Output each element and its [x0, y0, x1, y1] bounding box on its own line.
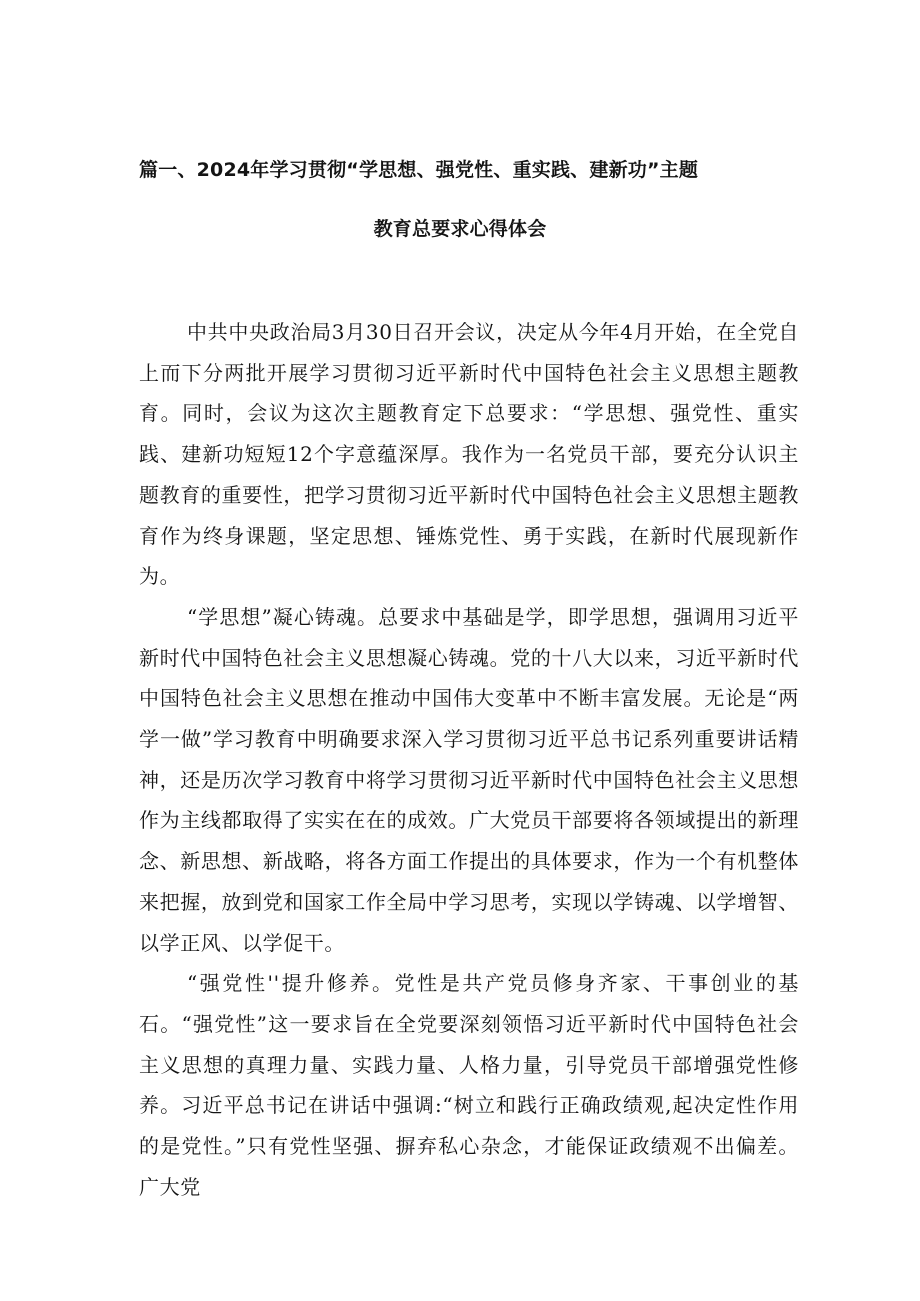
- document-title-line-1: 篇一、2024年学习贯彻“学思想、强党性、重实践、建新功”主题: [139, 159, 699, 181]
- document-title-line-2: 教育总要求心得体会: [373, 218, 547, 240]
- paragraph-2: “学思想”凝心铸魂。总要求中基础是学，即学思想，强调用习近平新时代中国特色社会主义思想凝心铸魂。党的十八大以来，习近平新时代中国特色社会主义思想在推动中国伟大变革中不断丰富发展。无论是“两学一做”学习教育中明确要求深入学习贯彻习近平总书记系列重要讲话精神，还是历次学习教育中将学习贯彻习近平新时代中国特色社会主义思想作为主线都取得了实实在在的成效。广大党员干部要将各领域提出的新理念、新思想、新战略，将各方面工作提出的具体要求，作为一个有机整体来把握，放到党和国家工作全局中学习思考，实现以学铸魂、以学增智、以学正风、以学促干。: [139, 604, 799, 955]
- paragraph-3: “强党性''提升修养。党性是共产党员修身齐家、干事创业的基石。“强党性”这一要求旨在全党要深刻领悟习近平新时代中国特色社会主义思想的真理力量、实践力量、人格力量，引导党员干部增强党性修养。习近平总书记在讲话中强调:“树立和践行正确政绩观,起决定性作用的是党性。”只有党性坚强、摒弃私心杂念，才能保证政绩观不出偏差。广大党: [139, 971, 799, 1199]
- document-body: [139, 312, 799, 1207]
- paragraph-1: 中共中央政治局3月30日召开会议，决定从今年4月开始，在全党自上而下分两批开展学习贯彻习近平新时代中国特色社会主义思想主题教育。同时，会议为这次主题教育定下总要求：“学思想、强党性、重实践、建新功短短12个字意蕴深厚。我作为一名党员干部，要充分认识主题教育的重要性，把学习贯彻习近平新时代中国特色社会主义思想主题教育作为终身课题，坚定思想、锤炼党性、勇于实践，在新时代展现新作为。: [139, 320, 799, 589]
